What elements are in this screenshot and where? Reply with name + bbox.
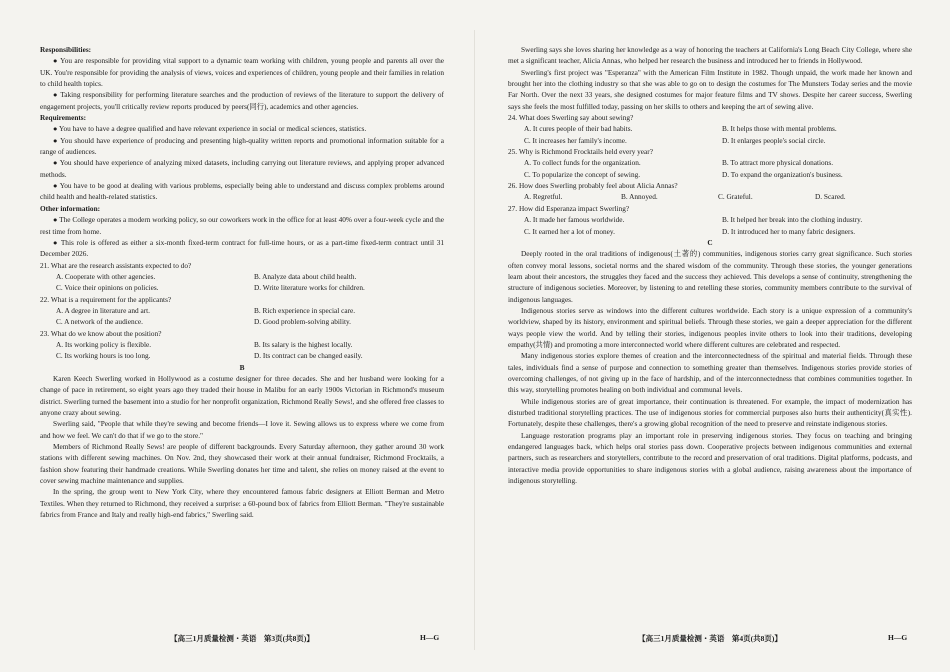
- passage-b-paragraph: Swerling's first project was "Esperanza" with the American Film Institute in 1982. Though unpaid, the work made her known and brought her into the clothing industry so that she was able to go on to design the costumes for The Munsters Today series and the movie Far North. Over the next 33 years, she designed costumes for major feature films and TV shows. Despite her career success, Swerling says she feels the most fulfilled today, passing on her skills to others and keeping the art of sewing alive.: [508, 67, 912, 111]
- requirement-item: ● You have to be good at dealing with various problems, especially being able to understand and discuss complex problems around child health and health-related statistics.: [40, 181, 444, 202]
- option-a: A. Its working policy is flexible.: [56, 339, 152, 349]
- option-c: C. Its working hours is too long.: [56, 351, 151, 361]
- passage-c-paragraph: While indigenous stories are of great importance, their continuation is threatened. For example, the impact of modernization has disturbed traditional storytelling practices. The use of indigenous stories for commercial purposes also hurts their authenticity(真实性). Fortunately, despite these challenges, there's a growing global recognition of the need to preserve and reinstate indigenous stories.: [508, 396, 912, 429]
- option-b: B. It helped her break into the clothing industry.: [722, 215, 863, 225]
- question-27-options: [508, 214, 912, 237]
- requirements-heading: Requirements:: [40, 113, 87, 123]
- option-d: D. It introduced her to many fabric designers.: [722, 226, 856, 236]
- question-25: 25. Why is Richmond Frocktails held every year?: [508, 147, 653, 157]
- option-a: A. To collect funds for the organization.: [524, 158, 641, 168]
- responsibility-item: ● Taking responsibility for performing literature searches and the production of reviews of the literature to support the delivery of engagement projects, you'll critically review reports produced by peers(同行), academics and other agencies.: [40, 90, 444, 111]
- question-21: 21. What are the research assistants expected to do?: [40, 260, 192, 270]
- option-d: D. Good problem-solving ability.: [254, 317, 352, 327]
- option-d: D. Scared.: [815, 192, 846, 202]
- option-a: A. Regretful.: [524, 192, 563, 202]
- option-a: A. It made her famous worldwide.: [524, 215, 625, 225]
- question-26: 26. How does Swerling probably feel about Alicia Annas?: [508, 181, 678, 191]
- option-c: C. To popularize the concept of sewing.: [524, 169, 641, 179]
- question-25-options: [508, 157, 912, 180]
- passage-b-paragraph: Members of Richmond Really Sews! are people of different backgrounds. Every Saturday afternoon, they gather around 30 work stations with different sewing machines. On Nov. 2nd, they showcased their work at their annual fundraiser, Richmond Frocktails, a fashion show featuring their handmade creations. While Swerling donates her time and talent, she relies on money raised at the event to cover sewing machine maintenance and supplies.: [40, 442, 444, 486]
- left-page-column: [40, 44, 444, 520]
- option-b: B. Its salary is the highest locally.: [254, 339, 353, 349]
- right-page-code: H—G: [888, 633, 908, 642]
- passage-c-paragraph: Language restoration programs play an important role in preserving indigenous stories. They focus on teaching and bringing endangered languages back, which helps oral stories pass down. Cooperative projects between indigenous communities and external partners, such as researchers and storytellers, contribute to the record and preservation of oral traditions. Digital platforms, podcasts, and interactive media provide opportunities to share indigenous stories with a global audience, raising awareness about the importance of indigenous storytelling.: [508, 430, 912, 486]
- requirement-item: ● You have to have a degree qualified and have relevant experience in social or medical sciences, statistics.: [53, 124, 367, 134]
- passage-b-paragraph: Karen Keech Swerling worked in Hollywood as a costume designer for three decades. She and her husband were looking for a change of pace in retirement, so eight years ago they traded their house in Malibu for an early 1900s Victorian in Richmond's museum district. Swerling turned the basement into a studio for her nonprofit organization, Richmond Really Sews!, and she offered free classes to anyone crazy about sewing.: [40, 373, 444, 417]
- responsibility-item: ● You are responsible for providing vital support to a dynamic team working with children, young people and parents all over the UK. You're responsible for providing the analysis of views, voices and experiences of children, young people and their families in relation to child health topics.: [40, 56, 444, 89]
- question-23-options: [40, 339, 444, 362]
- question-21-options: [40, 271, 444, 294]
- option-c: C. A network of the audience.: [56, 317, 143, 327]
- option-d: D. Its contract can be changed easily.: [254, 351, 363, 361]
- right-page-footer: 【高三1月质量检测・英语 第4页(共8页)】: [638, 634, 782, 643]
- question-23: 23. What do we know about the position?: [40, 328, 162, 338]
- left-page-footer: 【高三1月质量检测・英语 第3页(共8页)】: [170, 634, 314, 643]
- question-22: 22. What is a requirement for the applicants?: [40, 294, 172, 304]
- passage-b-paragraph: Swerling says she loves sharing her knowledge as a way of honoring the teachers at California's Long Beach City College, where she met a significant teacher, Alicia Annas, who helped her research the business and introduced her to friends in Hollywood.: [508, 45, 912, 66]
- question-24-options: [508, 123, 912, 146]
- option-b: B. Analyze data about child health.: [254, 271, 357, 281]
- left-page-code: H—G: [420, 633, 440, 642]
- right-page-column: [508, 44, 912, 486]
- other-info-item: ● The College operates a modern working policy, so our coworkers work in the office for at least 40% over a four-week cycle and the rest time from home.: [40, 215, 444, 236]
- other-info-item: ● This role is offered as either a six-month fixed-term contract for full-time hours, or as a part-time fixed-term contract until 31 December 2026.: [40, 237, 444, 259]
- requirement-item: ● You should have experience of analyzing mixed datasets, including carrying out literature reviews, and applying proper advanced methods.: [40, 158, 444, 179]
- passage-b-paragraph: Swerling said, "People that while they're sewing and become friends—I love it. Sewing allows us to express where we come from and how we feel. We can't do that if we go to the store.": [40, 419, 444, 440]
- option-d: D. Write literature works for children.: [254, 283, 365, 293]
- question-24: 24. What does Swerling say about sewing?: [508, 113, 634, 123]
- section-c-heading: C: [707, 237, 713, 247]
- option-a: A. Cooperate with other agencies.: [56, 271, 156, 281]
- option-b: B. Rich experience in special care.: [254, 305, 356, 315]
- other-info-heading: Other information:: [40, 203, 101, 213]
- passage-c-paragraph: Indigenous stories serve as windows into the different cultures worldwide. Each story is a unique expression of a community's worldview, shaped by its history, environment and spiritual beliefs. Through these stories, we gain a deeper appreciation for the different ways people view the world. And by telling their stories, indigenous peoples invite others to look into their traditions, developing empathy(共情) and promoting a more interconnected world where different cultures are celebrated and respected.: [508, 305, 912, 349]
- responsibilities-heading: Responsibilities:: [40, 45, 92, 54]
- passage-b-paragraph: In the spring, the group went to New York City, where they encountered famous fabric designers at Elliott Berman and Metro Textiles. When they returned to Richmond, they received a surprise: a 60-pound box of fabrics from Elliott Berman. "They're sustainable fabrics from France and Italy and really high-end fabrics," Swerling said.: [40, 487, 444, 520]
- passage-c-paragraph: Deeply rooted in the oral traditions of indigenous(土著的) communities, indigenous stories carry great significance. Such stories often convey moral lessons, societal norms and the shared wisdom of the community. Through these stories, the younger generations learn about their ancestors, the struggles they faced and the success they achieved. This develops a sense of continuity, strengthening the structure of indigenous societies. Moreover, by listening to and retelling these stories, community members contribute to the survival of indigenous languages.: [508, 249, 912, 304]
- page-divider: [474, 30, 475, 650]
- section-b-heading: B: [239, 362, 245, 372]
- option-d: D. It enlarges people's social circle.: [722, 135, 826, 145]
- option-c: C. It earned her a lot of money.: [524, 226, 615, 236]
- question-27: 27. How did Esperanza impact Swerling?: [508, 203, 630, 213]
- requirement-item: ● You should have experience of producing and presenting high-quality written reports and promotional information suitable for a range of audiences.: [40, 135, 444, 157]
- option-a: A. A degree in literature and art.: [56, 305, 151, 315]
- option-b: B. It helps those with mental problems.: [722, 124, 837, 134]
- question-26-options: [508, 191, 912, 202]
- option-c: C. Voice their opinions on policies.: [56, 283, 159, 293]
- option-a: A. It cures people of their bad habits.: [524, 124, 633, 134]
- option-c: C. Grateful.: [718, 192, 753, 202]
- option-c: C. It increases her family's income.: [524, 135, 627, 145]
- question-22-options: [40, 305, 444, 328]
- passage-c-paragraph: Many indigenous stories explore themes of creation and the interconnectedness of the spiritual and material fields. Through these tales, individuals find a sense of purpose and connection to something greater than themselves. Indigenous stories provide stories of overcoming challenges, of not giving up in the face of hardship, and of the interconnectedness that combines communities together. In this way, storytelling promotes healing on both individual and communal levels.: [508, 351, 912, 395]
- option-d: D. To expand the organization's business.: [722, 169, 843, 179]
- option-b: B. Annoyed.: [621, 192, 658, 202]
- option-b: B. To attract more physical donations.: [722, 158, 834, 168]
